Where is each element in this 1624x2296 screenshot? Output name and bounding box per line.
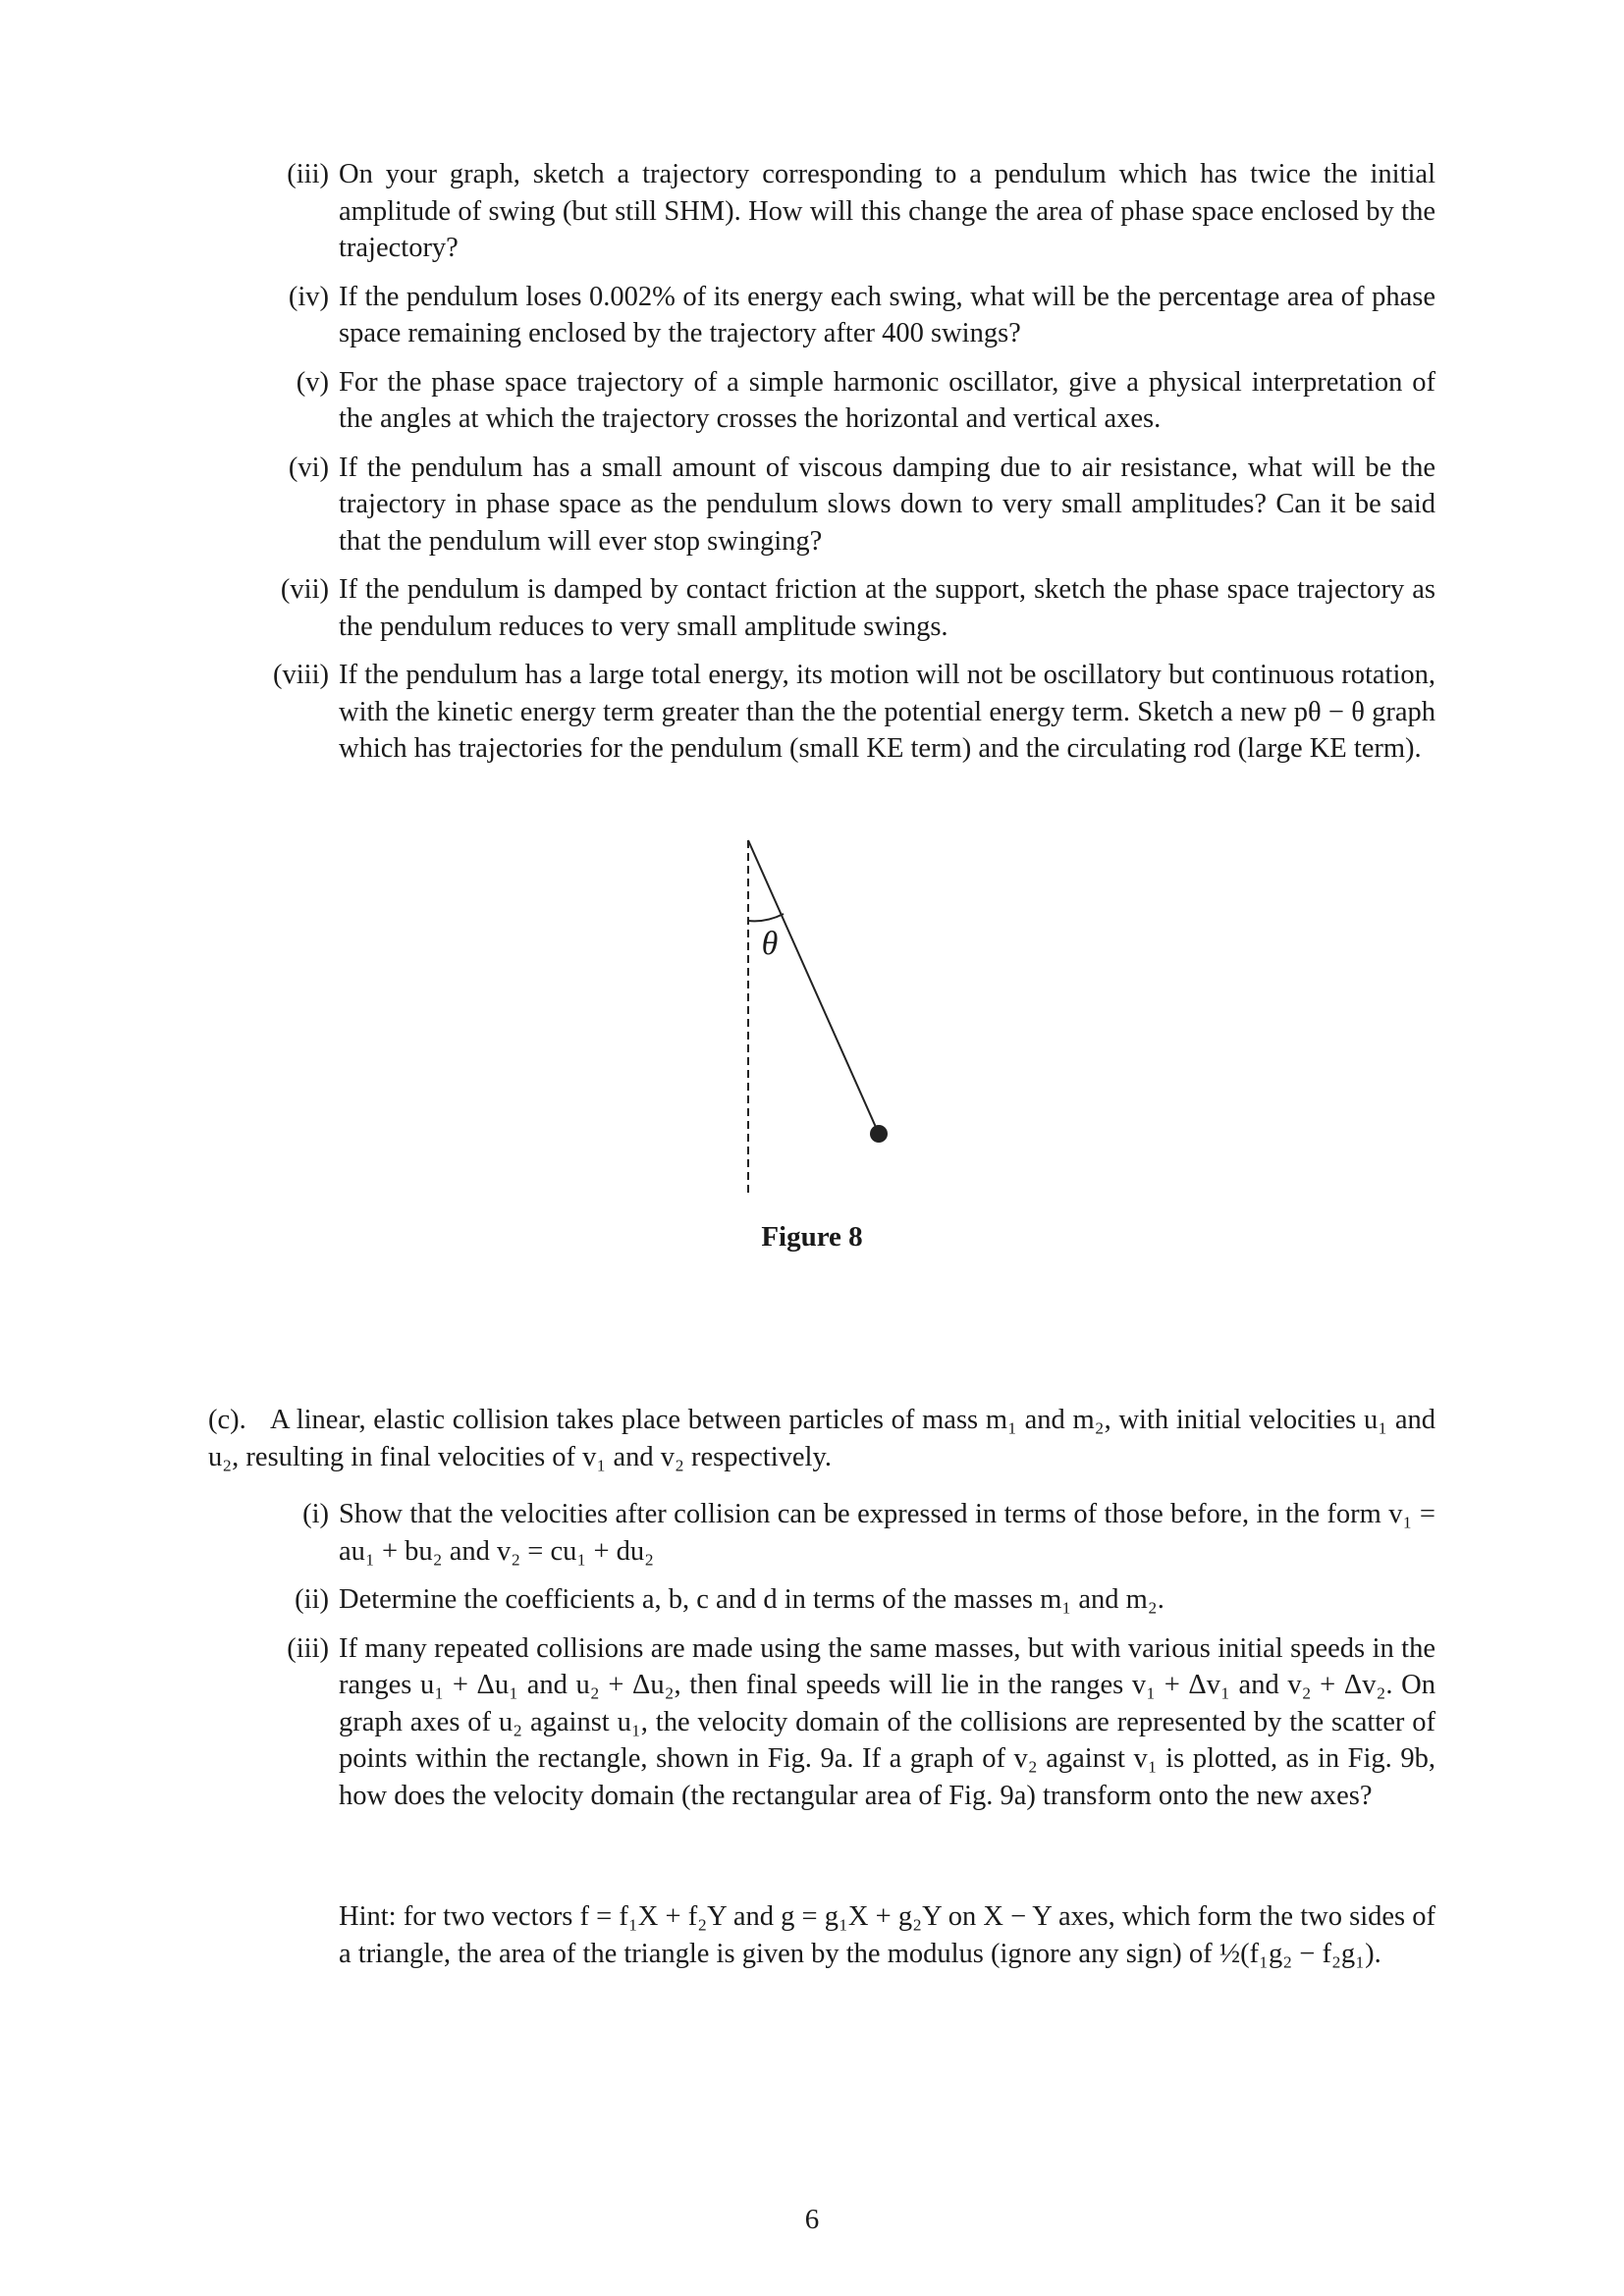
question-text: If the pendulum loses 0.002% of its energy each swing, what will be the percentage area of phase space remaining enclosed by the trajectory after 400 swings? [339, 281, 1435, 348]
question-text: On your graph, sketch a trajectory corresponding to a pendulum which has twice the initial amplitude of swing (but still SHM). How will this change the area of phase space enclosed by the trajectory? [339, 159, 1435, 263]
question-item [257, 1581, 1435, 1619]
question-text: For the phase space trajectory of a simple harmonic oscillator, give a physical interpretation of the angles at which the trajectory crosses the horizontal and vertical axes. [339, 366, 1435, 434]
part-c-intro-text: A linear, elastic collision takes place between particles of mass m₁ and m₂, with initial velocities u₁ and u₂, resulting in final velocities of v₁ and v₂ respectively. [208, 1405, 1435, 1472]
question-text: Determine the coefficients a, b, c and d in terms of the masses m₁ and m₂. [339, 1584, 1164, 1615]
question-text: If many repeated collisions are made using the same masses, but with various initial speeds in the ranges u₁ + Δu₁ and u₂ + Δu₂, then final speeds will lie in the ranges v₁ + Δv₁ and v₂ + Δv₂. On graph axes of u₂ against u₁, the velocity domain of the collisions are represented by the scatter of points within the rectangle, shown in Fig. 9a. If a graph of v₂ against v₁ is plotted, as in Fig. 9b, how does the velocity domain (the rectangular area of Fig. 9a) transform onto the new axes? [339, 1632, 1435, 1811]
question-number: (vii) [280, 574, 329, 605]
question-text: If the pendulum has a large total energy, its motion will not be oscillatory but continuous rotation, with the kinetic energy term greater than the the potential energy term. Sketch a new pθ − θ graph which has trajectories for the pendulum (small KE term) and the circulating rod (large KE term). [339, 660, 1435, 764]
question-number: (viii) [273, 660, 329, 690]
question-number: (iv) [288, 281, 329, 312]
pendulum-bob [870, 1125, 888, 1143]
part-c-question-list [257, 1496, 1435, 1826]
question-number: (ii) [295, 1584, 329, 1615]
part-c-intro [208, 1402, 1435, 1475]
question-item [257, 1630, 1435, 1815]
angle-arc [748, 914, 784, 921]
question-text: If the pendulum has a small amount of viscous damping due to air resistance, what will be the trajectory in phase space as the pendulum slows down to very small amplitudes? Can it be said that the pendulum will ever stop swinging? [339, 452, 1435, 557]
question-number: (i) [302, 1499, 329, 1529]
page-number: 6 [804, 2204, 820, 2235]
question-number: (v) [296, 366, 329, 398]
hint-text: Hint: for two vectors f = f₁X + f₂Y and g = g₁X + g₂Y on X − Y axes, which form the two sides of a triangle, the area of the triangle is given by the modulus (ignore any sign) of ½(f₁g₂ − f₂g₁). [339, 1901, 1435, 1969]
question-item [257, 1496, 1435, 1570]
theta-label: θ [761, 926, 779, 962]
question-number: (iii) [287, 1632, 329, 1664]
figure-caption: Figure 8 [761, 1221, 863, 1253]
question-text: Show that the velocities after collision can be expressed in terms of those before, in the form v₁ = au₁ + bu₂ and v₂ = cu₁ + du₂ [339, 1499, 1435, 1567]
part-c [208, 1402, 1435, 1475]
question-number: (iii) [287, 159, 329, 189]
pendulum-rod [748, 840, 879, 1134]
question-number: (vi) [288, 452, 329, 483]
question-text: If the pendulum is damped by contact friction at the support, sketch the phase space trajectory as the pendulum reduces to very small amplitude swings. [339, 574, 1435, 642]
part-c-label: (c). [208, 1405, 246, 1435]
